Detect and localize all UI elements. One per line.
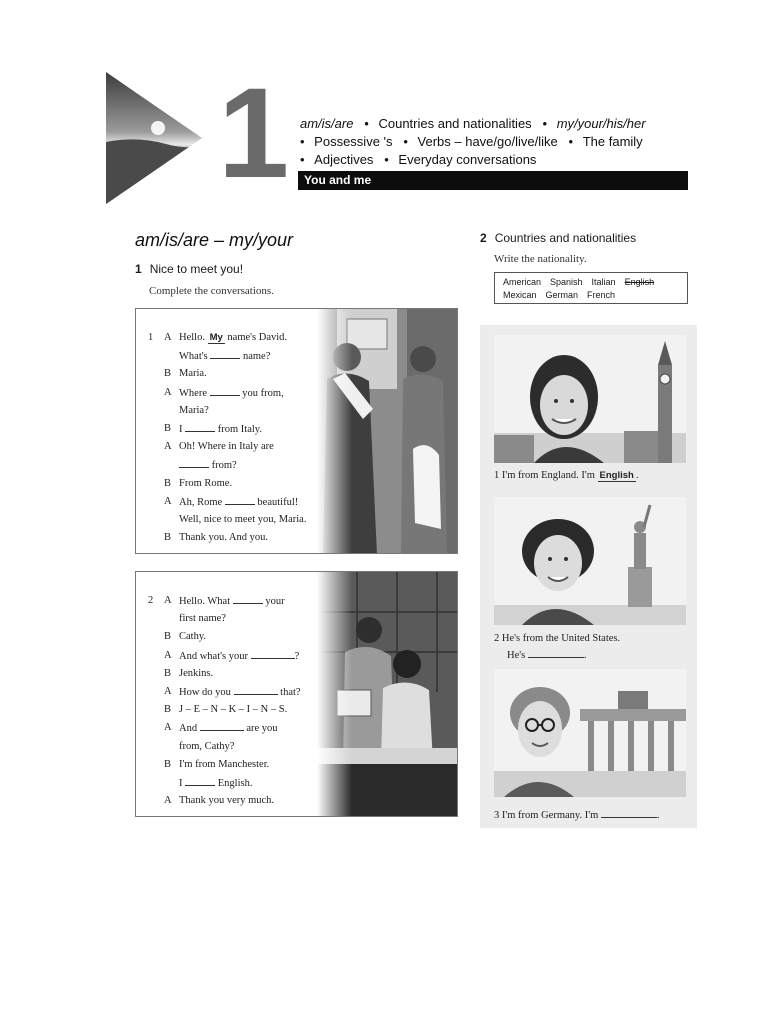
speaker-label: B — [164, 667, 172, 679]
topics-line-2 — [300, 134, 643, 149]
speaker-label: A — [164, 686, 172, 697]
dialogue-text: Maria. — [179, 368, 207, 380]
word-box-row-1 — [503, 276, 687, 289]
dialogue-text: Cathy. — [179, 631, 207, 643]
exercise-1-instruction: Complete the conversations. — [149, 285, 274, 297]
bullet: • — [300, 152, 309, 167]
conversation-2-photo — [317, 572, 457, 817]
dialogue-text: Jenkins. — [179, 667, 214, 679]
exercise-2-item-3: 3 I'm from Germany. I'm . — [494, 810, 660, 821]
dialogue-text: I'm from Manchester. — [179, 758, 270, 770]
speaker-label: A — [164, 495, 172, 507]
answer-blank[interactable] — [601, 808, 657, 818]
word-box-word: Mexican — [503, 290, 537, 300]
exercise-2-number: 2 — [480, 231, 487, 245]
example-answer: English — [599, 470, 634, 481]
dialogue-text: And what's your ? — [179, 650, 300, 662]
topic-item: The family — [582, 134, 643, 149]
topics-line-1 — [300, 116, 646, 131]
dialogue-text: first name? — [179, 613, 226, 625]
answer-blank[interactable] — [234, 685, 278, 695]
exercise-1-title: Nice to meet you! — [149, 262, 244, 276]
unit-title-bar: You and me — [298, 171, 688, 190]
topic-item: Everyday conversations — [398, 152, 537, 167]
speaker-label: A — [164, 441, 172, 453]
answer-blank[interactable] — [179, 458, 209, 468]
exercise-1-heading — [135, 262, 243, 276]
dialogue-text: I English. — [179, 778, 253, 789]
bullet: • — [300, 134, 309, 149]
bullet: • — [531, 116, 551, 131]
example-answer: My — [209, 332, 223, 343]
dialogue-text: Thank you. And you. — [179, 532, 268, 544]
dialogue-text: What's name? — [179, 351, 271, 363]
exercise-2-item-2-answer-line: He's . — [507, 650, 587, 661]
dialogue-text: Oh! Where in Italy are — [179, 441, 274, 453]
exercise-2-item-1: 1 I'm from England. I'm English . — [494, 470, 639, 481]
dialogue-text: Hello. What your — [179, 596, 285, 607]
dialogue-text: Maria? — [179, 404, 209, 416]
topics-line-3 — [300, 152, 536, 167]
speaker-label: A — [164, 795, 172, 807]
speaker-label: A — [164, 649, 172, 661]
answer-blank[interactable] — [185, 422, 215, 432]
germany-picture — [494, 669, 686, 797]
answer-blank[interactable] — [185, 776, 215, 786]
england-picture — [494, 335, 686, 463]
exercise-2-title: Countries and nationalities — [494, 231, 637, 245]
word-box-word: Spanish — [550, 277, 583, 287]
topic-item: Possessive 's — [314, 134, 393, 149]
exercise-2-item-2: 2 He's from the United States. — [494, 633, 621, 644]
unit-logo-triangle — [106, 72, 206, 204]
dialogue-text: J – E – N – K – I – N – S. — [179, 704, 288, 716]
word-box-word: Italian — [591, 277, 616, 287]
topic-item: my/your/his/her — [556, 116, 646, 131]
dialogue-text: Where you from, — [179, 387, 284, 399]
conversation-1-box — [135, 308, 458, 554]
word-box-word: French — [587, 290, 616, 300]
section-title: am/is/are – my/your — [135, 230, 294, 250]
dialogue-text: Ah, Rome beautiful! — [179, 496, 299, 508]
word-box-word: English — [624, 277, 655, 287]
dialogue-text: I from Italy. — [179, 424, 262, 435]
answer-blank[interactable] — [233, 594, 263, 604]
topic-item: Adjectives — [314, 152, 374, 167]
topic-item: Countries and nationalities — [378, 116, 532, 131]
speaker-label: A — [164, 332, 172, 343]
answer-blank[interactable] — [210, 386, 240, 396]
bullet: • — [373, 152, 393, 167]
dialogue-text: Well, nice to meet you, Maria. — [179, 514, 307, 525]
bullet: • — [557, 134, 577, 149]
dialogue-text: And are you — [179, 723, 278, 735]
speaker-label: B — [164, 704, 172, 716]
bullet: • — [392, 134, 412, 149]
answer-blank[interactable] — [210, 349, 240, 359]
speaker-label: A — [164, 386, 172, 398]
exercise-1-number: 1 — [135, 262, 142, 276]
bullet: • — [353, 116, 373, 131]
speaker-label: B — [164, 423, 172, 434]
united-states-picture — [494, 497, 686, 625]
answer-blank[interactable] — [225, 495, 255, 505]
word-box-word: German — [545, 290, 579, 300]
speaker-label: A — [164, 595, 172, 606]
answer-blank[interactable] — [251, 649, 295, 659]
dialogue-text: Hello. My name's David. — [179, 332, 288, 343]
dialogue-text: from? — [179, 458, 237, 472]
answer-blank[interactable] — [528, 648, 584, 658]
speaker-label: A — [164, 722, 172, 734]
speaker-label: B — [164, 758, 172, 770]
conversation-1-photo — [317, 309, 457, 554]
speaker-label: B — [164, 532, 172, 544]
topic-item: Verbs – have/go/live/like — [417, 134, 558, 149]
exercise-2-heading — [480, 231, 636, 245]
conversation-number: 2 — [148, 595, 154, 606]
unit-number: 1 — [218, 62, 286, 205]
word-box — [494, 272, 688, 304]
word-box-row-2 — [503, 289, 687, 302]
nationality-pictures-panel — [480, 325, 697, 828]
conversation-2-box — [135, 571, 458, 817]
dialogue-text: From Rome. — [179, 477, 233, 489]
topic-item: am/is/are — [300, 116, 354, 131]
dialogue-text: from, Cathy? — [179, 740, 235, 752]
dialogue-text: How do you that? — [179, 687, 301, 698]
conversation-number: 1 — [148, 332, 154, 343]
answer-blank[interactable] — [200, 721, 244, 731]
exercise-2-instruction: Write the nationality. — [494, 253, 587, 265]
speaker-label: B — [164, 631, 172, 643]
dialogue-text: Thank you very much. — [179, 795, 275, 807]
speaker-label: B — [164, 477, 172, 489]
speaker-label: B — [164, 368, 172, 380]
word-box-word: American — [503, 277, 542, 287]
